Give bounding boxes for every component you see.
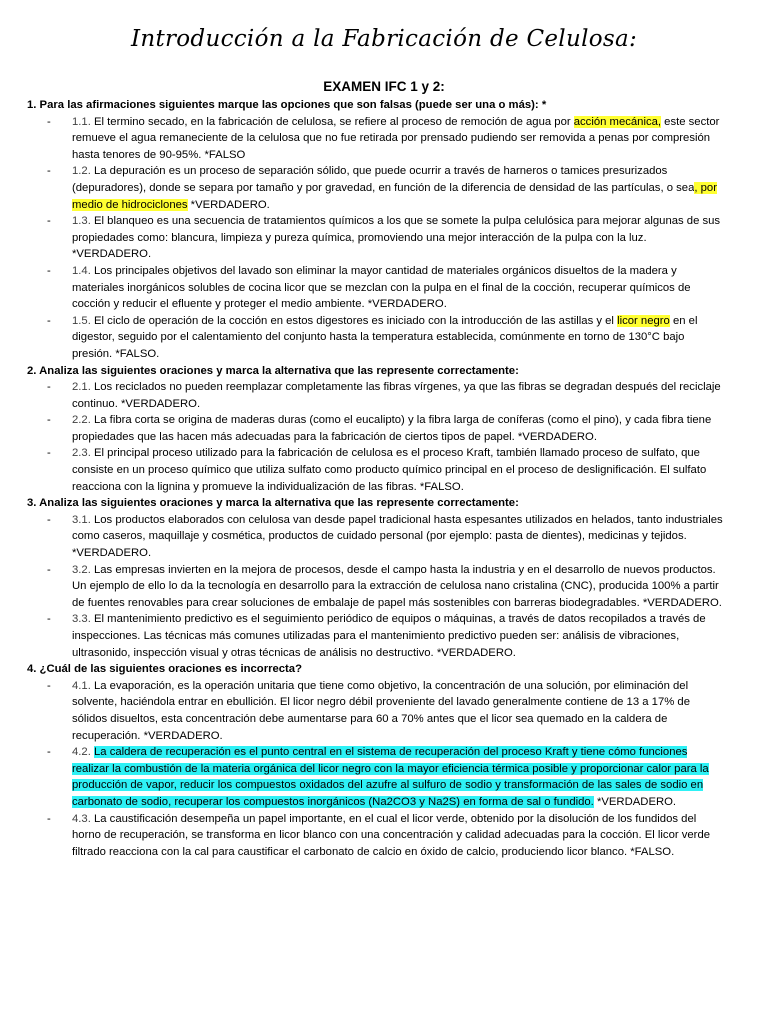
item-text: *VERDADERO.: [187, 198, 270, 211]
answer-item-3-2: [27, 562, 727, 612]
bullet-dash: -: [47, 812, 51, 825]
answer-item-4-1: [27, 678, 727, 744]
bullet-dash: -: [47, 679, 51, 692]
item-text: La evaporación, es la operación unitaria que tiene como objetivo, la concentración de una solución, por eliminación del solvente, haciéndola entrar en ebullición. El licor negro débil proveniente del lavado generalmente contiene de 13 a 17% de sólidos disueltos, esta concentración debe aumentarse para 60 a 70% antes que el licor sea quemado en la caldera de recuperación. *VERDADERO.: [72, 679, 690, 742]
answer-item-2-3: [27, 445, 727, 495]
bullet-dash: -: [47, 381, 51, 394]
bullet-dash: -: [47, 115, 51, 128]
item-text: El ciclo de operación de la cocción en estos digestores es iniciado con la introducción de las astillas y el: [90, 314, 618, 327]
item-number: 4.1.: [72, 679, 91, 692]
item-number: 4.2.: [72, 746, 91, 759]
answer-item-1-1: [27, 114, 727, 164]
highlighted-text: licor negro: [617, 314, 670, 327]
exam-subtitle: EXAMEN IFC 1 y 2:: [323, 79, 445, 94]
answer-item-3-1: [27, 512, 727, 562]
answer-item-4-2: [27, 744, 727, 810]
item-number: 1.1.: [72, 115, 91, 128]
item-number: 1.2.: [72, 165, 91, 178]
answer-item-2-2: [27, 412, 727, 445]
bullet-dash: -: [47, 165, 51, 178]
answer-item-2-1: [27, 379, 727, 412]
item-text: *VERDADERO.: [593, 795, 677, 808]
item-text: en el digestor, seguido por el calentamiento del conjunto hasta la temperatura establecida, comúnmente en torno de 130°C bajo presión. *FALSO.: [72, 314, 698, 360]
answer-item-1-2: [27, 163, 727, 213]
document-title: Introducción a la Fabricación de Celulosa:: [130, 26, 638, 52]
answer-item-1-5: [27, 313, 727, 363]
item-number: 2.3.: [72, 447, 91, 460]
item-number: 3.3.: [72, 613, 91, 626]
item-number: 3.1.: [72, 513, 91, 526]
bullet-dash: -: [47, 513, 51, 526]
answer-item-4-3: [27, 811, 727, 861]
bullet-dash: -: [47, 264, 51, 277]
item-number: 4.3.: [72, 812, 91, 825]
exam-content: [27, 97, 727, 860]
bullet-dash: -: [47, 746, 51, 759]
item-text: Los productos elaborados con celulosa van desde papel tradicional hasta espesantes utilizados en helados, tanto industriales como caseros, maquillaje y cosmética, productos de cuidado personal (por ejemplo: pasta de dientes), medicinas y tejidos. *VERDADERO.: [72, 513, 723, 560]
item-number: 1.5.: [72, 314, 91, 327]
answer-item-1-3: [27, 213, 727, 263]
answer-item-3-3: [27, 611, 727, 661]
question-1: 1. Para las afirmaciones siguientes marque las opciones que son falsas (puede ser una o más): *: [27, 99, 547, 111]
item-text: Las empresas invierten en la mejora de procesos, desde el campo hasta la industria y en el desarrollo de nuevos productos. Un ejemplo de ello lo da la tecnología en desarrollo para la extracción de celulosa nano cristalina (CNC), producida 100% a partir de fuentes renovables para crear soluciones de embalaje de papel más sostenibles con barreras biodegradables. *VERDADERO.: [72, 563, 722, 609]
item-text: este sector remueve el agua remaneciente de la celulosa que no fue retirada por prensado pudiendo ser removida a penas por compresión hasta tenores de 90-95%. *FALSO: [72, 115, 720, 161]
item-text: El termino secado, en la fabricación de celulosa, se refiere al proceso de remoción de agua por: [90, 115, 574, 128]
item-number: 2.1.: [72, 381, 91, 394]
bullet-dash: -: [47, 563, 51, 576]
item-text: El blanqueo es una secuencia de tratamientos químicos a los que se somete la pulpa celulósica para mejorar algunas de sus propiedades como: blancura, limpieza y pureza química, promoviendo una mejor interacción de la pulpa con la luz. *VERDADERO.: [72, 215, 721, 261]
item-number: 1.3.: [72, 215, 91, 228]
item-number: 1.4.: [72, 264, 91, 277]
item-text: La depuración es un proceso de separación sólido, que puede ocurrir a través de harneros o tamices presurizados (depuradores), donde se separa por tamaño y por gravedad, en función de la diferencia de densidad de las partículas, o sea: [72, 165, 695, 194]
bullet-dash: -: [47, 314, 51, 327]
question-4: 4. ¿Cuál de las siguientes oraciones es incorrecta?: [27, 663, 302, 676]
item-number: 3.2.: [72, 563, 91, 576]
question-3: 3. Analiza las siguientes oraciones y marca la alternativa que las represente correctamente:: [27, 497, 519, 510]
item-text: La caustificación desempeña un papel importante, en el cual el licor verde, obtenido por la disolución de los fundidos del horno de recuperación, se transforma en licor blanco con una concentración y calidad adecuadas para la cocción. El licor verde filtrado reacciona con la cal para caustificar el carbonato de calcio en óxido de calcio, produciendo licor blanco. *FALSO.: [72, 812, 711, 858]
item-text: Los principales objetivos del lavado son eliminar la mayor cantidad de materiales orgánicos disueltos de la madera y materiales inorgánicos solubles de cocina licor que se mezclan con la pulpa en el final de la cocción, recuperar químicos de cocción y reducir el efluente y proteger el medio ambiente. *VERDADERO.: [72, 264, 691, 311]
item-text: Los reciclados no pueden reemplazar completamente las fibras vírgenes, ya que las fibras se degradan después del reciclaje continuo. *VERDADERO.: [72, 381, 721, 410]
item-text: El principal proceso utilizado para la fabricación de celulosa es el proceso Kraft, también llamado proceso de sulfato, que consiste en un proceso químico que utiliza sulfato como producto químico principal en el proceso de deslignificación. El sulfato reacciona con la lignina y promueve la individualización de las fibras. *FALSO.: [72, 447, 707, 493]
bullet-dash: -: [47, 215, 51, 228]
bullet-dash: -: [47, 613, 51, 626]
item-number: 2.2.: [72, 414, 91, 427]
answer-item-1-4: [27, 263, 727, 313]
item-text: La fibra corta se origina de maderas duras (como el eucalipto) y la fibra larga de coníferas (como el pino), y cada fibra tiene propiedades que las hacen más adecuadas para la fabricación de ciertos tipos de papel. *VERDADERO.: [72, 414, 712, 443]
highlighted-text: La caldera de recuperación es el punto central en el sistema de recuperación del proceso Kraft y tiene cómo funciones realizar la combustión de la materia orgánica del licor negro con la mayor eficiencia térmica posible y proporcionar calor para la producción de vapor, reducir los compuestos oxidados del azufre al sulfuro de sodio y transformación de las sales de sodio en carbonato de sodio, recuperar los compuestos inorgánicos (Na2CO3 y Na2S) en forma de sal o fundido.: [72, 746, 709, 808]
bullet-dash: -: [47, 414, 51, 427]
bullet-dash: -: [47, 447, 51, 460]
question-2: 2. Analiza las siguientes oraciones y marca la alternativa que las represente correctamente:: [27, 364, 519, 377]
item-text: El mantenimiento predictivo es el seguimiento periódico de equipos o máquinas, a través de datos recopilados a través de inspecciones. Las técnicas más comunes utilizadas para el mantenimiento predictivo pueden ser: análisis de vibraciones, ultrasonido, inspección visual y otras técnicas de análisis no destructivo. *VERDADERO.: [72, 613, 706, 659]
highlighted-text: , por medio de hidrociclones: [72, 181, 717, 211]
highlighted-text: acción mecánica,: [573, 115, 662, 128]
